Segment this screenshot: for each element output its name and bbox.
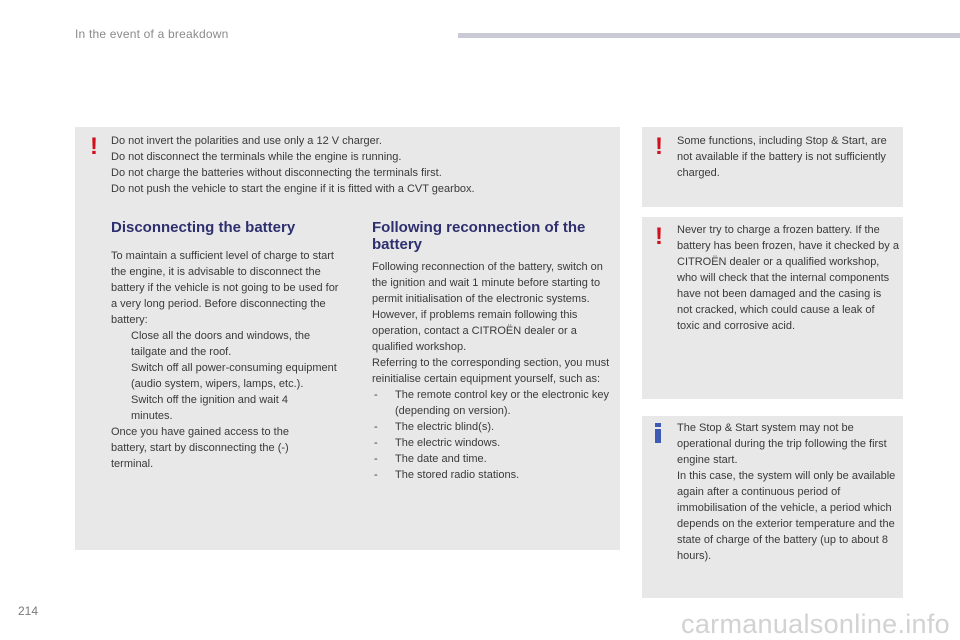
equipment-item — [372, 387, 616, 419]
step-item — [111, 360, 343, 392]
step-item — [111, 328, 343, 360]
side-note-paragraph: The Stop & Start system may not be operational during the trip following the first engine start. — [677, 422, 887, 466]
reconnection-para: Referring to the corresponding section, you must reinitialise certain equipment yourself, such as: — [372, 357, 610, 385]
reconnection-section — [372, 219, 616, 483]
side-note-text — [677, 420, 899, 564]
dash-mark: - — [374, 437, 378, 449]
disconnecting-intro: To maintain a sufficient level of charge to start the engine, it is advisable to disconnect the battery if the vehicle is not going to be used for a very long period. Before disconnecting the battery: — [111, 250, 339, 326]
warning-icon: ! — [655, 133, 663, 160]
disconnecting-section — [111, 219, 343, 472]
equipment-item — [372, 451, 616, 467]
equipment-item — [372, 419, 616, 435]
warning-icon: ! — [655, 223, 663, 250]
watermark: carmanualsonline.info — [681, 609, 950, 639]
warning-line: Do not push the vehicle to start the engine if it is fitted with a CVT gearbox. — [111, 183, 475, 195]
warning-line: Do not disconnect the terminals while the engine is running. — [111, 151, 402, 163]
disconnecting-heading: Disconnecting the battery — [111, 219, 296, 236]
equipment-text: The stored radio stations. — [395, 469, 520, 481]
step-text: Switch off the ignition and wait 4 minutes. — [131, 394, 288, 422]
dash-mark: - — [374, 389, 378, 401]
warning-text — [111, 133, 475, 197]
reconnection-para: However, if problems remain following this operation, contact a CITROËN dealer or a qualified workshop. — [372, 309, 578, 353]
warning-icon: ! — [90, 133, 98, 160]
dash-mark: - — [374, 453, 378, 465]
equipment-text: The date and time. — [395, 453, 487, 465]
page-header-title: In the event of a breakdown — [75, 27, 229, 41]
info-icon — [654, 423, 662, 443]
equipment-text: The electric windows. — [395, 437, 501, 449]
dash-mark: - — [374, 421, 378, 433]
reconnection-heading: Following reconnection of the battery — [372, 219, 586, 253]
step-item — [111, 392, 343, 424]
equipment-text: The remote control key or the electronic key (depending on version). — [395, 389, 609, 417]
equipment-text: The electric blind(s). — [395, 421, 495, 433]
equipment-item — [372, 467, 616, 483]
page-number: 214 — [18, 604, 39, 618]
side-note-text: Some functions, including Stop & Start, are not available if the battery is not sufficiently charged. — [677, 135, 887, 179]
step-text: Close all the doors and windows, the tailgate and the roof. — [131, 330, 311, 358]
side-note-paragraph: In this case, the system will only be available again after a continuous period of immobilisation of the vehicle, a period which depends on the exterior temperature and the state of charge of the battery (up to about 8 hours). — [677, 470, 896, 562]
step-text: Switch off all power-consuming equipment (audio system, wipers, lamps, etc.). — [131, 362, 337, 390]
disconnecting-outro: Once you have gained access to the battery, start by disconnecting the (-) terminal. — [111, 426, 289, 470]
dash-mark: - — [374, 469, 378, 481]
side-note-text: Never try to charge a frozen battery. If the battery has been frozen, have it checked by a CITROËN dealer or a qualified workshop, who will check that the internal components have not been damaged and the casing is not cracked, which could cause a leak of toxic and corrosive acid. — [677, 224, 899, 332]
header-rule — [458, 33, 960, 38]
warning-line: Do not charge the batteries without disconnecting the terminals first. — [111, 167, 442, 179]
reconnection-para: Following reconnection of the battery, switch on the ignition and wait 1 minute before starting to permit initialisation of the electronic systems. — [372, 261, 603, 305]
warning-line: Do not invert the polarities and use only a 12 V charger. — [111, 135, 382, 147]
equipment-item — [372, 435, 616, 451]
